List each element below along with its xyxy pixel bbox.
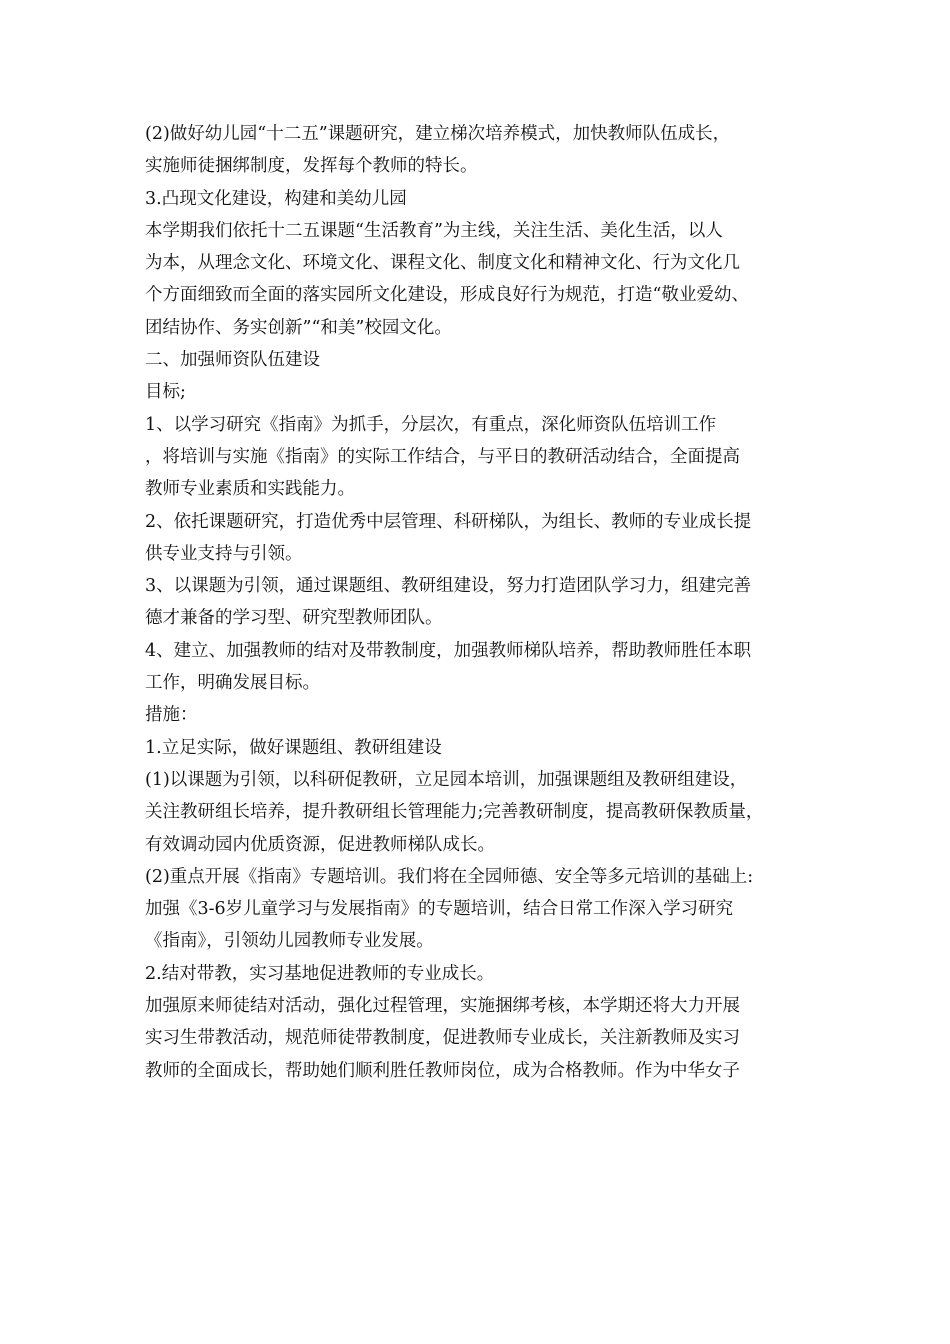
- text-line: 4、建立、加强教师的结对及带教制度，加强教师梯队培养，帮助教师胜任本职: [145, 640, 752, 661]
- text-line: ，将培训与实施《指南》的实际工作结合，与平日的教研活动结合，全面提高: [145, 446, 740, 467]
- text-line: 2、依托课题研究，打造优秀中层管理、科研梯队，为组长、教师的专业成长提: [145, 511, 752, 532]
- section-heading: 1.立足实际，做好课题组、教研组建设: [145, 737, 442, 758]
- text-line: 3、以课题为引领，通过课题组、教研组建设，努力打造团队学习力，组建完善: [145, 576, 752, 597]
- text-line: 团结协作、务实创新”“和美”校园文化。: [145, 317, 452, 338]
- text-line: 教师的全面成长，帮助她们顺利胜任教师岗位，成为合格教师。作为中华女子: [145, 1060, 740, 1081]
- text-line: 本学期我们依托十二五课题“生活教育”为主线，关注生活、美化生活，以人: [145, 220, 723, 241]
- text-line: 加强原来师徒结对活动，强化过程管理，实施捆绑考核，本学期还将大力开展: [145, 996, 740, 1017]
- text-line: (2)做好幼儿园“十二五”课题研究，建立梯次培养模式，加快教师队伍成长，: [145, 124, 731, 144]
- text-line: 工作，明确发展目标。: [145, 673, 320, 694]
- text-line: 教师专业素质和实践能力。: [145, 479, 355, 500]
- text-line: 供专业支持与引领。: [145, 543, 303, 564]
- text-line: 《指南》，引领幼儿园教师专业发展。: [145, 931, 434, 952]
- text-line: 实施师徒捆绑制度，发挥每个教师的特长。: [145, 156, 478, 177]
- text-line: (2)重点开展《指南》专题培训。我们将在全园师德、安全等多元培训的基础上:: [145, 866, 754, 887]
- text-line: 有效调动园内优质资源，促进教师梯队成长。: [145, 834, 495, 855]
- text-line: 个方面细致而全面的落实园所文化建设，形成良好行为规范，打造“敬业爱幼、: [145, 285, 749, 306]
- text-line: 关注教研组长培养，提升教研组长管理能力;完善教研制度，提高教研保教质量，: [145, 802, 764, 823]
- text-line: 德才兼备的学习型、研究型教师团队。: [145, 608, 443, 629]
- section-heading: 二、加强师资队伍建设: [145, 350, 320, 371]
- text-line: (1)以课题为引领，以科研促教研，立足园本培训，加强课题组及教研组建设，: [145, 769, 748, 790]
- text-line: 措施：: [145, 705, 198, 726]
- text-line: 目标;: [145, 382, 186, 403]
- text-line: 1、以学习研究《指南》为抓手，分层次，有重点，深化师资队伍培训工作: [145, 414, 717, 435]
- section-heading: 3.凸现文化建设，构建和美幼儿园: [145, 188, 407, 209]
- text-line: 加强《3-6岁儿童学习与发展指南》的专题培训，结合日常工作深入学习研究: [145, 899, 734, 920]
- text-line: 为本，从理念文化、环境文化、课程文化、制度文化和精神文化、行为文化几: [145, 253, 740, 274]
- text-line: 实习生带教活动，规范师徒带教制度，促进教师专业成长，关注新教师及实习: [145, 1028, 740, 1049]
- document-page: [145, 118, 815, 1087]
- section-heading: 2.结对带教，实习基地促进教师的专业成长。: [145, 963, 495, 984]
